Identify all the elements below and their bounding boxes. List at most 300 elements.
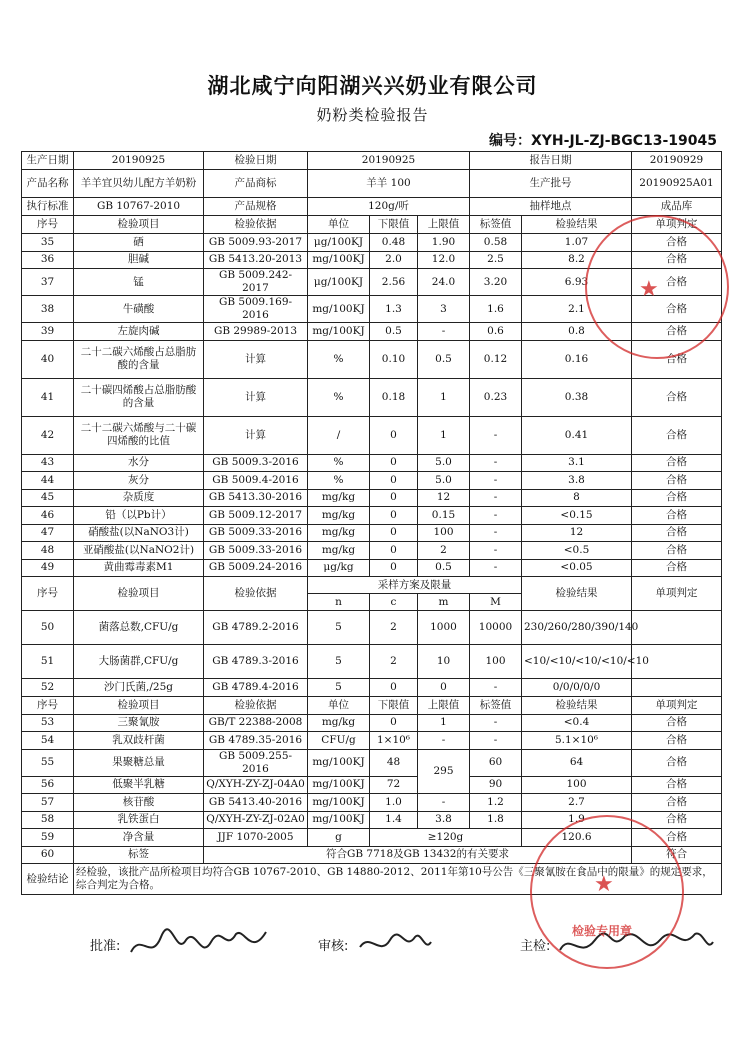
table-cell: 合格 — [632, 507, 722, 525]
table-cell: 36 — [22, 251, 74, 269]
table-cell: - — [470, 714, 522, 732]
table-cell: 左旋肉碱 — [74, 323, 204, 341]
header-cell: 单位 — [308, 216, 370, 234]
table-cell: 硝酸盐(以NaNO3计) — [74, 524, 204, 542]
table-cell: 合格 — [632, 489, 722, 507]
table-cell: 60 — [22, 846, 74, 864]
table-cell: mg/100KJ — [308, 811, 370, 829]
table-cell: 0 — [370, 559, 418, 577]
table-cell: 5 — [308, 679, 370, 697]
meta-row-3 — [22, 198, 722, 216]
table-row — [22, 507, 722, 525]
section-micro — [22, 577, 722, 611]
table-cell: - — [470, 524, 522, 542]
table-cell: 净含量 — [74, 829, 204, 847]
table-cell: 合格 — [632, 524, 722, 542]
table-cell: - — [470, 454, 522, 472]
table-cell: - — [418, 732, 470, 750]
table-cell: μg/100KJ — [308, 234, 370, 252]
table-cell: 100 — [418, 524, 470, 542]
meta-value: 羊羊 100 — [308, 170, 470, 198]
meta-label: 产品规格 — [204, 198, 308, 216]
header-cell: 检验依据 — [204, 216, 308, 234]
table-cell: mg/kg — [308, 489, 370, 507]
table-cell: 0 — [370, 416, 418, 454]
table-cell: JJF 1070-2005 — [204, 829, 308, 847]
header-cell: n — [308, 594, 370, 611]
table-cell: 1 — [418, 714, 470, 732]
table-cell: mg/kg — [308, 524, 370, 542]
company-name: 湖北咸宁向阳湖兴兴奶业有限公司 — [207, 74, 538, 98]
table-cell: 2.56 — [370, 269, 418, 296]
meta-label: 检验日期 — [204, 152, 308, 170]
table-cell: 0.48 — [370, 234, 418, 252]
table-cell: 53 — [22, 714, 74, 732]
table-cell: 1.07 — [522, 234, 632, 252]
meta-value: 120g/听 — [308, 198, 470, 216]
table-cell: 0 — [370, 507, 418, 525]
approve-label: 批准: — [90, 939, 121, 954]
table-cell: 12 — [418, 489, 470, 507]
table-cell: 硒 — [74, 234, 204, 252]
table-cell: 5.1×10⁶ — [522, 732, 632, 750]
table-cell: 胆碱 — [74, 251, 204, 269]
conclusion-label: 检验结论 — [22, 864, 74, 895]
table-cell: μg/100KJ — [308, 269, 370, 296]
table-cell: 0.5 — [418, 340, 470, 378]
table-cell: 合格 — [632, 559, 722, 577]
table-cell: 合格 — [632, 416, 722, 454]
table-cell: 菌落总数,CFU/g — [74, 611, 204, 645]
table-cell: 灰分 — [74, 472, 204, 490]
table-cell: 计算 — [204, 378, 308, 416]
table-cell: 0.41 — [522, 416, 632, 454]
table-cell: - — [470, 679, 522, 697]
meta-row-1 — [22, 152, 722, 170]
table-cell: g — [308, 829, 370, 847]
table-cell: 2 — [370, 645, 418, 679]
table-cell: 合格 — [632, 296, 722, 323]
table-cell: 铅（以Pb计） — [74, 507, 204, 525]
table-cell: mg/kg — [308, 542, 370, 560]
table-row — [22, 611, 722, 645]
table-cell: 合格 — [632, 714, 722, 732]
header-cell: 单项判定 — [632, 216, 722, 234]
table-cell: 0.23 — [470, 378, 522, 416]
table-cell: 1.90 — [418, 234, 470, 252]
table-cell: 黄曲霉毒素M1 — [74, 559, 204, 577]
table-cell: 合格 — [632, 323, 722, 341]
table-cell: 100 — [522, 776, 632, 794]
table-cell: 1 — [418, 378, 470, 416]
table-cell: 56 — [22, 776, 74, 794]
table-cell: 40 — [22, 340, 74, 378]
meta-label: 报告日期 — [470, 152, 632, 170]
table-cell: 0 — [370, 472, 418, 490]
meta-label: 生产日期 — [22, 152, 74, 170]
table-cell: - — [470, 732, 522, 750]
table-row — [22, 559, 722, 577]
table-cell: 0 — [370, 542, 418, 560]
table-cell: 合格 — [632, 269, 722, 296]
header-cell: 上限值 — [418, 696, 470, 714]
table-cell: 8 — [522, 489, 632, 507]
table-cell: 5.0 — [418, 472, 470, 490]
table-cell: - — [418, 794, 470, 812]
table-cell: 0 — [370, 524, 418, 542]
table-cell: 1.4 — [370, 811, 418, 829]
table-cell: 44 — [22, 472, 74, 490]
table-cell: 24.0 — [418, 269, 470, 296]
table-row — [22, 776, 722, 794]
meta-value: 20190925A01 — [632, 170, 722, 198]
inspection-stamp-top — [585, 215, 729, 359]
table-cell: 核苷酸 — [74, 794, 204, 812]
table-cell: GB 5413.20-2013 — [204, 251, 308, 269]
table-row — [22, 679, 722, 697]
table-cell: 39 — [22, 323, 74, 341]
table-cell: 0.38 — [522, 378, 632, 416]
header-cell: 检验结果 — [522, 696, 632, 714]
table-cell: 合格 — [632, 251, 722, 269]
header-cell: 序号 — [22, 577, 74, 611]
table-cell: 2 — [418, 542, 470, 560]
table-row — [22, 378, 722, 416]
header-cell: 检验项目 — [74, 216, 204, 234]
table-cell: 合格 — [632, 776, 722, 794]
table-cell: / — [308, 416, 370, 454]
table-cell: 锰 — [74, 269, 204, 296]
header-cell: 单项判定 — [632, 577, 722, 611]
table-row — [22, 472, 722, 490]
table-cell: 12.0 — [418, 251, 470, 269]
meta-row-2 — [22, 170, 722, 198]
table-cell: 0 — [370, 454, 418, 472]
table-cell: GB 5009.24-2016 — [204, 559, 308, 577]
table-cell: - — [470, 489, 522, 507]
table-cell: 3.8 — [418, 811, 470, 829]
header-cell: M — [470, 594, 522, 611]
table-cell: 5 — [308, 645, 370, 679]
table-cell: 合格 — [632, 472, 722, 490]
table-cell: % — [308, 378, 370, 416]
table-cell: 1.2 — [470, 794, 522, 812]
column-header-row — [22, 696, 722, 714]
table-cell: 3.1 — [522, 454, 632, 472]
table-cell: - — [470, 416, 522, 454]
table-cell: 43 — [22, 454, 74, 472]
table-cell: 1.8 — [470, 811, 522, 829]
reviewer-signature — [355, 922, 435, 962]
header-cell: 下限值 — [370, 216, 418, 234]
table-cell: 2.7 — [522, 794, 632, 812]
table-cell: 1.0 — [370, 794, 418, 812]
chief-label: 主检: — [520, 939, 551, 954]
table-cell: 0 — [370, 714, 418, 732]
table-cell: 49 — [22, 559, 74, 577]
table-cell: 0 — [418, 679, 470, 697]
table-cell: 72 — [370, 776, 418, 794]
table-cell: 60 — [470, 749, 522, 776]
header-cell: 单位 — [308, 696, 370, 714]
table-row — [22, 749, 722, 776]
header-cell: c — [370, 594, 418, 611]
report-serial: 编号：XYH-JL-ZJ-BGC13-19045 — [488, 133, 717, 149]
meta-label: 执行标准 — [22, 198, 74, 216]
table-cell: 0.16 — [522, 340, 632, 378]
header-cell: 检验结果 — [522, 216, 632, 234]
table-row — [22, 524, 722, 542]
table-cell: 54 — [22, 732, 74, 750]
table-cell: 水分 — [74, 454, 204, 472]
table-cell: 0.18 — [370, 378, 418, 416]
table-cell: GB 5009.3-2016 — [204, 454, 308, 472]
table-cell: 6.93 — [522, 269, 632, 296]
table-cell: 大肠菌群,CFU/g — [74, 645, 204, 679]
table-cell: 12 — [522, 524, 632, 542]
meta-label: 产品商标 — [204, 170, 308, 198]
table-cell: 标签 — [74, 846, 204, 864]
table-cell: 合格 — [632, 454, 722, 472]
table-cell: GB 29989-2013 — [204, 323, 308, 341]
header-cell: 序号 — [22, 696, 74, 714]
table-cell: Q/XYH-ZY-ZJ-04A0 — [204, 776, 308, 794]
meta-label: 产品名称 — [22, 170, 74, 198]
table-cell: GB 4789.3-2016 — [204, 645, 308, 679]
header-cell: 检验结果 — [522, 577, 632, 611]
meta-label: 生产批号 — [470, 170, 632, 198]
table-cell: <0.4 — [522, 714, 632, 732]
table-cell: GB 5413.40-2016 — [204, 794, 308, 812]
table-cell: 2.5 — [470, 251, 522, 269]
meta-value: 20190929 — [632, 152, 722, 170]
header-cell: 采样方案及限量 — [308, 577, 522, 594]
table-cell: 1.9 — [522, 811, 632, 829]
table-cell: GB 5009.255-2016 — [204, 749, 308, 776]
table-cell: mg/100KJ — [308, 794, 370, 812]
table-row — [22, 454, 722, 472]
table-cell: 3.8 — [522, 472, 632, 490]
table-cell: 0.58 — [470, 234, 522, 252]
table-row — [22, 416, 722, 454]
table-cell: 亚硝酸盐(以NaNO2计) — [74, 542, 204, 560]
conclusion-text: 经检验，该批产品所检项目均符合GB 10767-2010、GB 14880-2012、2011年第10号公告《三聚氰胺在食品中的限量》的规定要求，综合判定为合格。 — [74, 864, 722, 895]
meta-label: 抽样地点 — [470, 198, 632, 216]
table-cell: GB 4789.35-2016 — [204, 732, 308, 750]
table-cell: - — [470, 472, 522, 490]
table-cell: 38 — [22, 296, 74, 323]
table-cell: 0.12 — [470, 340, 522, 378]
table-row — [22, 794, 722, 812]
stamp-star-icon: ★ — [594, 872, 614, 897]
table-cell: 乳双歧杆菌 — [74, 732, 204, 750]
table-cell: - — [470, 542, 522, 560]
table-cell: 2 — [370, 611, 418, 645]
table-cell: 0.5 — [418, 559, 470, 577]
table-cell: 1.6 — [470, 296, 522, 323]
table-cell: 59 — [22, 829, 74, 847]
section-micro-rows — [22, 611, 722, 697]
table-cell: CFU/g — [308, 732, 370, 750]
inspection-stamp-bottom — [530, 815, 684, 969]
table-cell: 2.0 — [370, 251, 418, 269]
table-cell: 0 — [370, 679, 418, 697]
report-title: 奶粉类检验报告 — [316, 106, 429, 124]
table-cell: 合格 — [632, 794, 722, 812]
header-cell: 序号 — [22, 216, 74, 234]
table-cell: 52 — [22, 679, 74, 697]
table-cell: 合格 — [632, 811, 722, 829]
header-cell: 下限值 — [370, 696, 418, 714]
table-cell: % — [308, 340, 370, 378]
table-cell: GB 5009.93-2017 — [204, 234, 308, 252]
table-cell: 48 — [370, 749, 418, 776]
table-cell: 41 — [22, 378, 74, 416]
table-row — [22, 645, 722, 679]
table-cell: 45 — [22, 489, 74, 507]
table-cell: 符合 — [632, 846, 722, 864]
table-cell: 杂质度 — [74, 489, 204, 507]
micro-header-row — [22, 577, 722, 594]
header-cell: 检验依据 — [204, 696, 308, 714]
table-cell: μg/kg — [308, 559, 370, 577]
table-cell: 果聚糖总量 — [74, 749, 204, 776]
table-cell: 乳铁蛋白 — [74, 811, 204, 829]
table-cell: mg/100KJ — [308, 776, 370, 794]
table-cell: 合格 — [632, 732, 722, 750]
table-cell: 47 — [22, 524, 74, 542]
table-cell: 10 — [418, 645, 470, 679]
table-cell: <0.15 — [522, 507, 632, 525]
table-cell: 二十二碳六烯酸与二十碳四烯酸的比值 — [74, 416, 204, 454]
table-cell — [632, 679, 722, 697]
table-cell: <0.5 — [522, 542, 632, 560]
table-cell: 5.0 — [418, 454, 470, 472]
table-cell: 合格 — [632, 340, 722, 378]
table-cell: - — [470, 507, 522, 525]
table-cell: 0/0/0/0/0 — [522, 679, 632, 697]
table-cell: 二十二碳六烯酸占总脂肪酸的含量 — [74, 340, 204, 378]
table-cell: 1000 — [418, 611, 470, 645]
header-cell: 标签值 — [470, 216, 522, 234]
table-cell: 3.20 — [470, 269, 522, 296]
table-cell: ≥120g — [370, 829, 522, 847]
header-cell: 上限值 — [418, 216, 470, 234]
table-row — [22, 489, 722, 507]
table-cell: 0.10 — [370, 340, 418, 378]
table-cell: 2.1 — [522, 296, 632, 323]
table-cell: 0.15 — [418, 507, 470, 525]
table-cell: mg/100KJ — [308, 749, 370, 776]
table-cell: 计算 — [204, 340, 308, 378]
table-cell: GB 4789.4-2016 — [204, 679, 308, 697]
table-cell: 48 — [22, 542, 74, 560]
table-cell: GB 5009.12-2017 — [204, 507, 308, 525]
table-cell: 二十碳四烯酸占总脂肪酸的含量 — [74, 378, 204, 416]
table-cell: Q/XYH-ZY-ZJ-02A0 — [204, 811, 308, 829]
table-cell: 120.6 — [522, 829, 632, 847]
table-cell: % — [308, 454, 370, 472]
table-cell: GB 4789.2-2016 — [204, 611, 308, 645]
table-cell: GB 5009.242-2017 — [204, 269, 308, 296]
meta-value: 成品库 — [632, 198, 722, 216]
table-cell: 230/260/280/390/140 — [522, 611, 632, 645]
table-cell: GB 5009.169-2016 — [204, 296, 308, 323]
table-cell: 64 — [522, 749, 632, 776]
table-cell: 42 — [22, 416, 74, 454]
table-cell: mg/kg — [308, 507, 370, 525]
table-cell: - — [418, 323, 470, 341]
table-cell: 1×10⁶ — [370, 732, 418, 750]
table-cell: 295 — [418, 749, 470, 794]
table-cell: 符合GB 7718及GB 13432的有关要求 — [204, 846, 632, 864]
table-cell: 计算 — [204, 416, 308, 454]
header-cell: m — [418, 594, 470, 611]
table-cell: mg/100KJ — [308, 296, 370, 323]
table-cell: mg/kg — [308, 714, 370, 732]
table-cell: % — [308, 472, 370, 490]
stamp-text: 检验专用章 — [572, 924, 633, 938]
table-row — [22, 714, 722, 732]
table-cell: 0.6 — [470, 323, 522, 341]
approver-signature — [126, 922, 276, 966]
table-cell: GB 5009.33-2016 — [204, 524, 308, 542]
meta-value: GB 10767-2010 — [74, 198, 204, 216]
table-cell: 55 — [22, 749, 74, 776]
header-cell: 检验项目 — [74, 696, 204, 714]
header-cell: 标签值 — [470, 696, 522, 714]
table-cell: <0.05 — [522, 559, 632, 577]
table-cell: 35 — [22, 234, 74, 252]
table-cell: 37 — [22, 269, 74, 296]
table-cell: 合格 — [632, 542, 722, 560]
table-cell: 牛磺酸 — [74, 296, 204, 323]
table-cell: 0.5 — [370, 323, 418, 341]
table-cell: 5 — [308, 611, 370, 645]
table-cell — [632, 611, 722, 645]
review-label: 审核: — [318, 939, 349, 954]
table-cell: 合格 — [632, 234, 722, 252]
table-cell: 90 — [470, 776, 522, 794]
meta-value: 羊羊宜贝幼儿配方羊奶粉 — [74, 170, 204, 198]
table-cell: 合格 — [632, 829, 722, 847]
table-cell: GB 5413.30-2016 — [204, 489, 308, 507]
meta-value: 20190925 — [308, 152, 470, 170]
table-cell: 沙门氏菌,/25g — [74, 679, 204, 697]
table-cell: 10000 — [470, 611, 522, 645]
header-cell: 检验项目 — [74, 577, 204, 611]
table-cell: 1.3 — [370, 296, 418, 323]
table-cell: 58 — [22, 811, 74, 829]
header-cell: 单项判定 — [632, 696, 722, 714]
table-cell: 合格 — [632, 378, 722, 416]
table-cell: mg/100KJ — [308, 323, 370, 341]
table-cell: 三聚氰胺 — [74, 714, 204, 732]
table-row — [22, 542, 722, 560]
meta-value: 20190925 — [74, 152, 204, 170]
table-cell: 50 — [22, 611, 74, 645]
table-cell: 0.8 — [522, 323, 632, 341]
table-cell: 3 — [418, 296, 470, 323]
table-cell: 0 — [370, 489, 418, 507]
table-cell: 57 — [22, 794, 74, 812]
table-cell: 合格 — [632, 749, 722, 776]
table-cell: 8.2 — [522, 251, 632, 269]
table-cell: <10/<10/<10/<10/<10 — [522, 645, 632, 679]
table-cell: 1 — [418, 416, 470, 454]
stamp-star-icon: ★ — [639, 277, 659, 302]
table-cell: 51 — [22, 645, 74, 679]
